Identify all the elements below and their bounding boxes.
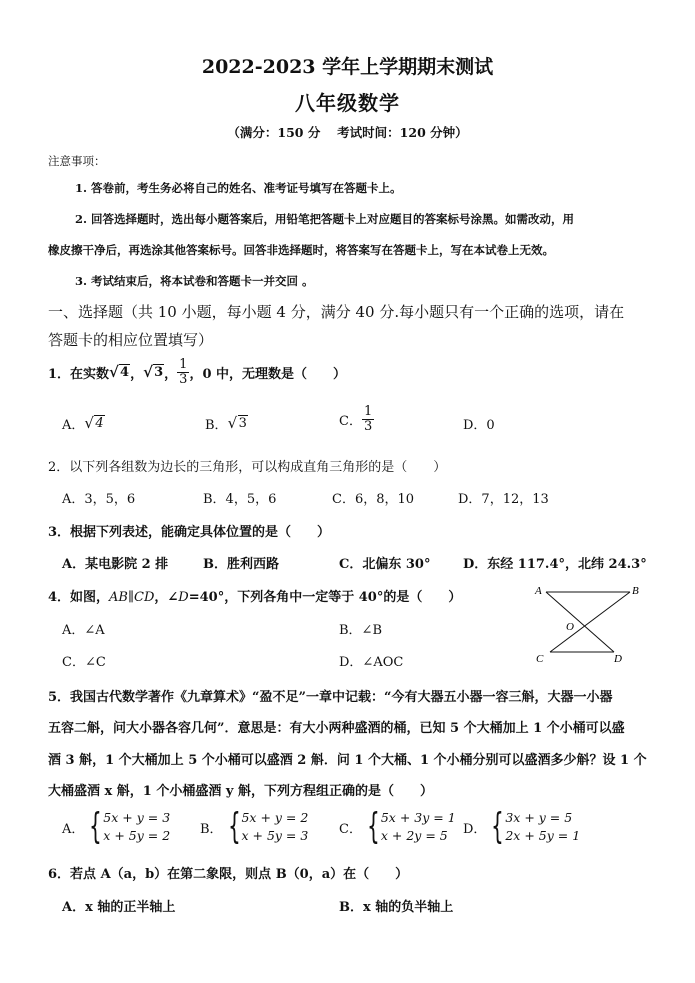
equation-system-a: { 5x + y = 3 x + 5y = 2 bbox=[89, 806, 171, 848]
q1-option-a[interactable]: A． √ 4 bbox=[62, 414, 105, 433]
point-label-a: A bbox=[535, 585, 542, 597]
q1-prefix: 1．在实数 bbox=[48, 366, 110, 382]
exam-info: （满分：150 分 考试时间：120 分钟） bbox=[227, 125, 468, 140]
question-5-line1: 5．我国古代数学著作《九章算术》“盈不足”一章中记载：“今有大器五小器一容三斛，大器一小器 bbox=[48, 690, 613, 705]
parallel-lines-figure bbox=[528, 580, 648, 670]
point-label-o: O bbox=[566, 621, 574, 633]
note-1: 1. 答卷前，考生务必将自己的姓名、准考证号填写在答题卡上。 bbox=[75, 181, 402, 195]
left-brace-icon: { bbox=[367, 806, 380, 848]
q5-option-c[interactable]: C． { 5x + 3y = 1 x + 2y = 5 bbox=[339, 806, 456, 848]
q3-option-d[interactable]: D．东经 117.4°，北纬 24.3° bbox=[463, 557, 647, 572]
q2-option-d[interactable]: D．7，12，13 bbox=[458, 492, 549, 507]
notes-heading: 注意事项： bbox=[48, 154, 106, 168]
question-1-stem: 1．在实数 √ 4 ， √ 3 ， $\frac{1}{3}$ ，0 中，无理数是（ ） bbox=[48, 358, 346, 386]
question-5-line3: 酒 3 斛，1 个大桶加上 5 个小桶可以盛酒 2 斛．问 1 个大桶、1 个小桶分别可以盛酒多少斛？设 1 个 bbox=[48, 753, 647, 768]
q1-option-d[interactable]: D．0 bbox=[463, 418, 495, 433]
left-brace-icon: { bbox=[227, 806, 241, 848]
q1-option-b[interactable]: B． √ 3 bbox=[205, 414, 248, 433]
q1-option-c[interactable]: C． $\frac{1}{3}$ bbox=[339, 404, 373, 434]
question-2-stem: 2．以下列各组数为边长的三角形，可以构成直角三角形的是（ ） bbox=[48, 460, 447, 475]
question-6-stem: 6．若点 A（a，b）在第二象限，则点 B（0，a）在（ ） bbox=[48, 867, 409, 882]
option-b-sqrt-3: √ 3 bbox=[228, 416, 248, 431]
note-2b: 橡皮擦干净后，再选涂其他答案标号。回答非选择题时，将答案写在答题卡上，写在本试卷上无效。 bbox=[48, 243, 554, 257]
segment-ad bbox=[546, 592, 614, 652]
q5-option-a[interactable]: A． { 5x + y = 3 x + 5y = 2 bbox=[62, 806, 171, 848]
q1-suffix: ，0 中，无理数是（ ） bbox=[189, 366, 347, 382]
q2-option-a[interactable]: A．3，5，6 bbox=[62, 492, 136, 507]
exam-subtitle: 八年级数学 bbox=[295, 91, 400, 115]
q4-option-d[interactable]: D．∠AOC bbox=[339, 655, 404, 670]
equation-system-d: { 3x + y = 5 2x + 5y = 1 bbox=[491, 806, 581, 848]
equation-system-c: { 5x + 3y = 1 x + 2y = 5 bbox=[367, 806, 456, 848]
section-heading-line2: 答题卡的相应位置填写） bbox=[48, 331, 214, 349]
fraction-one-third: $\frac{1}{3}$ bbox=[179, 357, 188, 387]
option-a-sqrt-4: √ 4 bbox=[84, 416, 104, 431]
equation-system-b: { 5x + y = 2 x + 5y = 3 bbox=[227, 806, 309, 848]
left-brace-icon: { bbox=[89, 806, 103, 848]
option-c-fraction: $\frac{1}{3}$ bbox=[363, 404, 373, 434]
exam-title: 2022-2023 学年上学期期末测试 bbox=[201, 56, 494, 78]
q3-option-c[interactable]: C．北偏东 30° bbox=[339, 557, 431, 572]
sqrt-3-expression: √ 3 bbox=[143, 365, 164, 380]
q4-option-b[interactable]: B．∠B bbox=[339, 623, 382, 638]
left-brace-icon: { bbox=[491, 806, 505, 848]
q2-option-b[interactable]: B．4，5，6 bbox=[203, 492, 277, 507]
question-4-stem: 4．如图，AB∥CD，∠D=40°，下列各角中一定等于 40°的是（ ） bbox=[48, 590, 462, 605]
q6-option-b[interactable]: B．x 轴的负半轴上 bbox=[339, 900, 454, 915]
q5-option-d[interactable]: D． { 3x + y = 5 2x + 5y = 1 bbox=[463, 806, 581, 848]
point-label-d: D bbox=[614, 653, 622, 665]
segment-bc bbox=[550, 592, 630, 652]
section-heading-line1: 一、选择题（共 10 小题，每小题 4 分，满分 40 分.每小题只有一个正确的选项，请在 bbox=[48, 303, 625, 321]
q4-option-c[interactable]: C．∠C bbox=[62, 655, 106, 670]
question-3-stem: 3．根据下列表述，能确定具体位置的是（ ） bbox=[48, 525, 331, 540]
sqrt-4-expression: √ 4 bbox=[109, 365, 130, 380]
q6-option-a[interactable]: A．x 轴的正半轴上 bbox=[62, 900, 176, 915]
q4-option-a[interactable]: A．∠A bbox=[62, 623, 105, 638]
question-5-line4: 大桶盛酒 x 斛，1 个小桶盛酒 y 斛，下列方程组正确的是（ ） bbox=[48, 784, 433, 799]
q3-option-a[interactable]: A．某电影院 2 排 bbox=[62, 557, 169, 572]
q2-option-c[interactable]: C．6，8，10 bbox=[332, 492, 415, 507]
note-3: 3. 考试结束后，将本试卷和答题卡一并交回 。 bbox=[75, 274, 314, 288]
q5-option-b[interactable]: B． { 5x + y = 2 x + 5y = 3 bbox=[200, 806, 309, 848]
point-label-c: C bbox=[536, 653, 544, 665]
point-label-b: B bbox=[632, 585, 639, 597]
q3-option-b[interactable]: B．胜利西路 bbox=[203, 557, 279, 572]
note-2a: 2. 回答选择题时，选出每小题答案后，用铅笔把答题卡上对应题目的答案标号涂黑。如需改动，用 bbox=[75, 212, 575, 226]
question-5-line2: 五容二斛，问大小器各容几何”．意思是：有大小两种盛酒的桶，已知 5 个大桶加上 1 个小桶可以盛 bbox=[48, 721, 625, 736]
